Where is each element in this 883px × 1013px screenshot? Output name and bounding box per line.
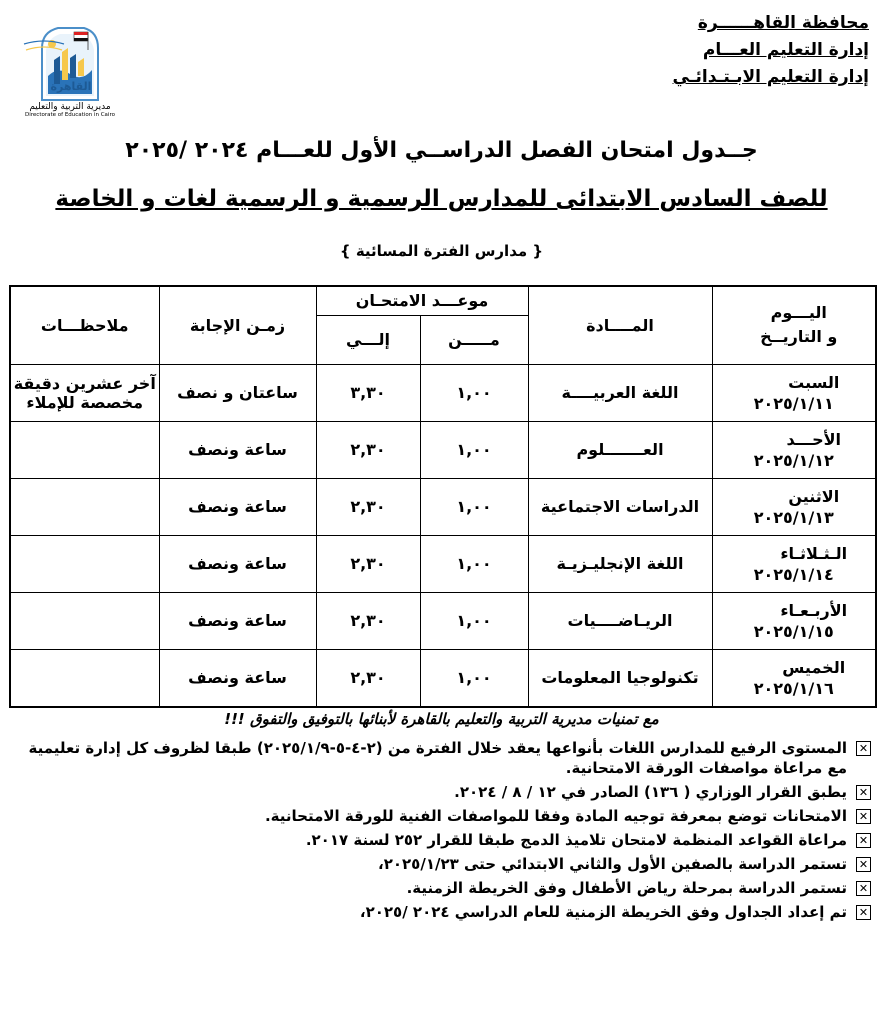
to-cell: ٢,٣٠ (316, 592, 420, 649)
list-item (11, 806, 871, 826)
day-date-cell (712, 421, 876, 478)
subject-cell: الدراسات الاجتماعية (528, 478, 712, 535)
day-name: الخميس (782, 657, 846, 677)
table-row (10, 478, 876, 535)
logo-word: القاهرة (50, 80, 92, 93)
from-cell: ١,٠٠ (420, 592, 528, 649)
duration-cell: ساعة ونصف (159, 421, 316, 478)
note-text: تستمر الدراسة بالصفين الأول والثاني الابتدائي حتى ٢٠٢٥/١/٢٣، (378, 855, 847, 873)
day-name: الأربـعـاء (780, 600, 848, 620)
table-row (10, 535, 876, 592)
exam-date: ٢٠٢٥/١/١٤ (753, 564, 834, 584)
from-cell: ١,٠٠ (420, 649, 528, 707)
day-name: الأحـــد (786, 429, 842, 449)
checkbox-icon: ✕ (856, 809, 871, 824)
note-text: يطبق القرار الوزاري ( ١٣٦) الصادر في ١٢ / ٨ / ٢٠٢٤. (454, 783, 847, 801)
administration-block (673, 10, 869, 91)
subject-cell: تكنولوجيا المعلومات (528, 649, 712, 707)
list-item (11, 878, 871, 898)
to-cell: ٢,٣٠ (316, 478, 420, 535)
table-row (10, 364, 876, 421)
list-item (11, 738, 871, 778)
notes-cell (10, 478, 159, 535)
checkbox-icon: ✕ (856, 881, 871, 896)
day-date-header (712, 286, 876, 364)
duration-header: زمـن الإجابة (159, 286, 316, 364)
table-header-row (10, 286, 876, 315)
note-text: الامتحانات توضع بمعرفة توجيه المادة وفقا للمواصفات الفنية للورقة الامتحانية. (264, 807, 847, 825)
table-row (10, 649, 876, 707)
exam-time-header: موعـــد الامتحـان (316, 286, 528, 315)
subject-cell: اللغة العربيــــة (528, 364, 712, 421)
from-cell: ١,٠٠ (420, 364, 528, 421)
note-line-1: آخر عشرين دقيقة (13, 373, 156, 393)
day-date-cell (712, 649, 876, 707)
notes-list (11, 738, 871, 926)
subject-cell: اللغة الإنجليـزيـة (528, 535, 712, 592)
duration-cell: ساعة ونصف (159, 535, 316, 592)
note-text: تم إعداد الجداول وفق الخريطة الزمنية للعام الدراسي ٢٠٢٤ /٢٠٢٥، (359, 903, 847, 921)
day-name: السبت (788, 372, 840, 392)
notes-cell (10, 592, 159, 649)
to-cell: ٢,٣٠ (316, 535, 420, 592)
checkbox-icon: ✕ (856, 741, 871, 756)
logo-text-arabic: مديرية التربية والتعليم (29, 102, 111, 112)
duration-cell: ساعة ونصف (159, 649, 316, 707)
checkbox-icon: ✕ (856, 833, 871, 848)
notes-cell (10, 535, 159, 592)
exam-date: ٢٠٢٥/١/١٥ (753, 621, 834, 641)
notes-cell (10, 364, 159, 421)
list-item (11, 854, 871, 874)
exam-date: ٢٠٢٥/١/١٢ (753, 450, 834, 470)
to-cell: ٣,٣٠ (316, 364, 420, 421)
table-row (10, 421, 876, 478)
logo-caption (10, 102, 130, 118)
notes-header: ملاحظـــات (10, 286, 159, 364)
list-item (11, 782, 871, 802)
document-title: جــدول امتحان الفصل الدراســي الأول للعـــام ٢٠٢٤ /٢٠٢٥ (125, 138, 758, 163)
primary-education-line: إدارة التعليم الابـتـدائـي (672, 67, 869, 87)
notes-cell (10, 649, 159, 707)
from-cell: ١,٠٠ (420, 421, 528, 478)
exam-date: ٢٠٢٥/١/١٣ (753, 507, 834, 527)
logo-text-english: Directorate of Education in Cairo (25, 112, 115, 118)
to-header: إلـــي (316, 315, 420, 364)
document-subtitle-grade: للصف السادس الابتدائى للمدارس الرسمية و الرسمية لغات و الخاصة (55, 186, 828, 212)
from-cell: ١,٠٠ (420, 535, 528, 592)
exam-date: ٢٠٢٥/١/١٦ (753, 678, 834, 698)
subject-cell: العـــــــلوم (528, 421, 712, 478)
checkbox-icon: ✕ (856, 857, 871, 872)
duration-cell: ساعتان و نصف (159, 364, 316, 421)
date-header: و التاريــخ (760, 327, 838, 347)
note-text: مراعاة القواعد المنظمة لامتحان تلاميذ الدمج طبقا للقرار ٢٥٢ لسنة ٢٠١٧. (305, 831, 847, 849)
duration-cell: ساعة ونصف (159, 592, 316, 649)
list-item (11, 902, 871, 922)
subject-cell: الريـاضــــيات (528, 592, 712, 649)
from-cell: ١,٠٠ (420, 478, 528, 535)
note-text: المستوى الرفيع للمدارس اللغات بأنواعها يعقد خلال الفترة من (٢-٤-٥-٢٠٢٥/١/٩) طبقا لظروف كل إدارة تعليمية مع مراعاة مواصفات الورقة الامتحانية. (28, 739, 847, 777)
from-header: مـــــن (420, 315, 528, 364)
table-row (10, 592, 876, 649)
day-date-cell (712, 478, 876, 535)
day-name: الـثـلاثـاء (780, 543, 848, 563)
wishes-line: مع تمنيات مديرية التربية والتعليم بالقاهرة لأبنائها بالتوفيق والتفوق !!! (224, 710, 659, 728)
exam-date: ٢٠٢٥/١/١١ (753, 393, 834, 413)
note-text: تستمر الدراسة بمرحلة رياض الأطفال وفق الخريطة الزمنية. (406, 879, 847, 897)
subject-header: المــــادة (528, 286, 712, 364)
general-education-line: إدارة التعليم العـــام (702, 40, 869, 60)
list-item (11, 830, 871, 850)
day-header: اليـــوم (770, 303, 827, 323)
day-date-cell (712, 535, 876, 592)
note-line-2: مخصصة للإملاء (26, 392, 144, 412)
exam-schedule-table (9, 285, 877, 708)
to-cell: ٢,٣٠ (316, 421, 420, 478)
governorate-line: محافظة القاهــــــرة (697, 13, 869, 33)
day-name: الاثنين (788, 486, 840, 506)
shift-label: { مدارس الفترة المسائية } (339, 242, 544, 260)
notes-cell (10, 421, 159, 478)
checkbox-icon: ✕ (856, 905, 871, 920)
checkbox-icon: ✕ (856, 785, 871, 800)
duration-cell: ساعة ونصف (159, 478, 316, 535)
to-cell: ٢,٣٠ (316, 649, 420, 707)
day-date-cell (712, 364, 876, 421)
day-date-cell (712, 592, 876, 649)
